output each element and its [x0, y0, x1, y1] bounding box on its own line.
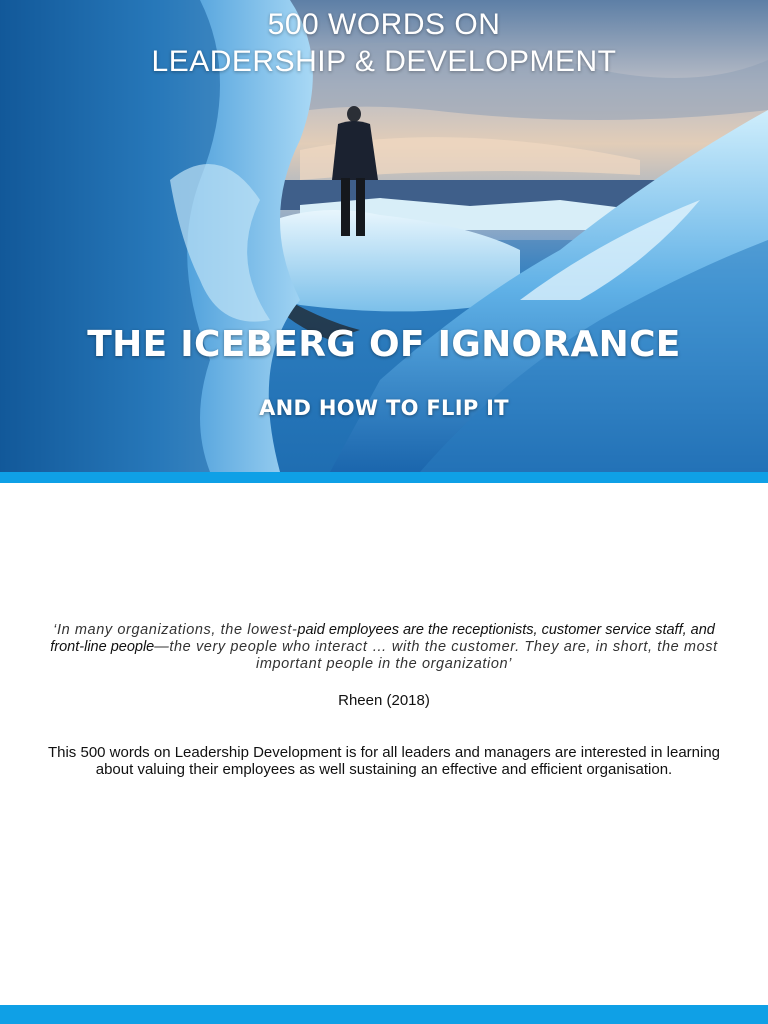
series-title: [0, 6, 768, 80]
quote-block: [40, 622, 728, 673]
cover-headline: THE ICEBERG OF IGNORANCE: [87, 324, 681, 365]
series-title-line-2: LEADERSHIP & DEVELOPMENT: [151, 45, 617, 78]
accent-band-top: [0, 472, 768, 483]
cover-image: [0, 0, 768, 472]
quote-citation: Rheen (2018): [338, 692, 430, 709]
intro-paragraph: This 500 words on Leadership Development is for all leaders and managers are interested in learning about valuing their employees as well sustaining an effective and efficient organisation.: [47, 744, 721, 778]
accent-band-bottom: [0, 1005, 768, 1024]
quote-part-2: paid employees are the receptionists, customer service staff, and front-line people: [50, 622, 715, 655]
quote-part-3: —the very people who interact … with the customer. They are, in short, the most important people in the organization’: [154, 639, 718, 672]
cover-subheadline: AND HOW TO FLIP IT: [259, 396, 509, 420]
series-title-line-1: 500 WORDS ON: [267, 8, 501, 41]
quote-part-1: ‘In many organizations, the lowest-: [53, 622, 298, 638]
